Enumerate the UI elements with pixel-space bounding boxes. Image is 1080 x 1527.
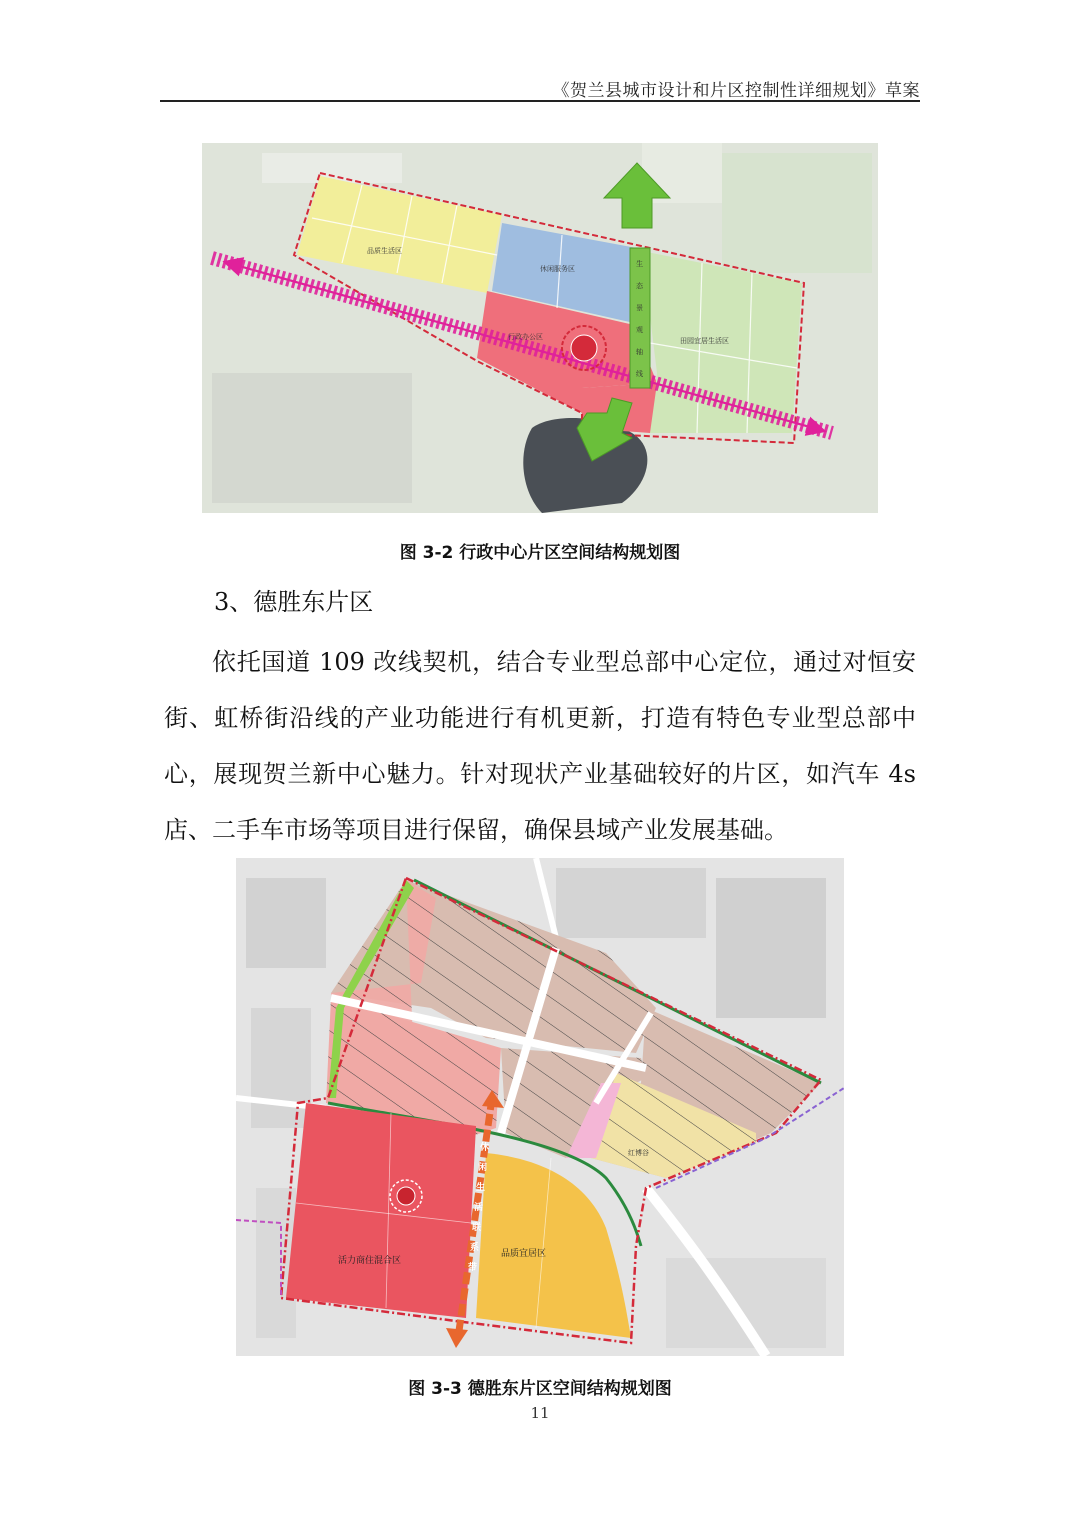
label-zone-blue: 休闲服务区 xyxy=(540,265,575,273)
label-zone-yellow: 品质生活区 xyxy=(367,247,402,255)
svg-text:景: 景 xyxy=(636,304,643,312)
label-zone-orange: 品质宜居区 xyxy=(501,1249,547,1259)
svg-text:生: 生 xyxy=(476,1183,486,1193)
figure-caption-1: 图 3-2 行政中心片区空间结构规划图 xyxy=(399,543,681,563)
svg-text:闲: 闲 xyxy=(478,1163,488,1173)
header-rule xyxy=(160,100,920,102)
label-zone-red: 行政办公区 xyxy=(508,333,543,341)
figure-caption-2: 图 3-3 德胜东片区空间结构规划图 xyxy=(408,1379,672,1399)
map-figure-administrative-center xyxy=(202,143,878,513)
svg-text:观: 观 xyxy=(636,326,643,334)
svg-text:系: 系 xyxy=(470,1243,480,1253)
svg-text:联: 联 xyxy=(472,1223,482,1233)
body-paragraph: 依托国道 109 改线契机，结合专业型总部中心定位，通过对恒安街、虹桥街沿线的产业功能进行有机更新，打造有特色专业型总部中心，展现贺兰新中心魅力。针对现状产业基础较好的片区，如汽车 4s 店、二手车市场等项目进行保留，确保县域产业发展基础。 xyxy=(164,648,916,844)
zone-red xyxy=(286,1103,476,1318)
svg-text:生: 生 xyxy=(636,260,643,268)
center-marker xyxy=(397,1187,415,1205)
center-marker xyxy=(571,335,597,361)
label-zone-red: 活力商住混合区 xyxy=(338,1256,402,1266)
svg-text:活: 活 xyxy=(474,1203,484,1213)
svg-text:线: 线 xyxy=(636,370,643,378)
map-svg-2 xyxy=(236,858,844,1356)
label-zone-striped: 红博谷 xyxy=(628,1149,649,1157)
svg-text:带: 带 xyxy=(468,1263,478,1273)
page-number: 11 xyxy=(530,1404,550,1422)
label-zone-green: 田园宜居生活区 xyxy=(680,337,729,345)
svg-text:态: 态 xyxy=(636,282,643,290)
map-svg-1 xyxy=(202,143,878,513)
map-figure-desheng-east xyxy=(236,858,844,1356)
svg-text:休: 休 xyxy=(480,1143,490,1153)
document-header: 《贺兰县城市设计和片区控制性详细规划》草案 xyxy=(552,81,920,101)
svg-text:轴: 轴 xyxy=(636,348,643,356)
section-title: 3、德胜东片区 xyxy=(214,588,374,616)
ecological-axis-bar xyxy=(630,248,650,388)
